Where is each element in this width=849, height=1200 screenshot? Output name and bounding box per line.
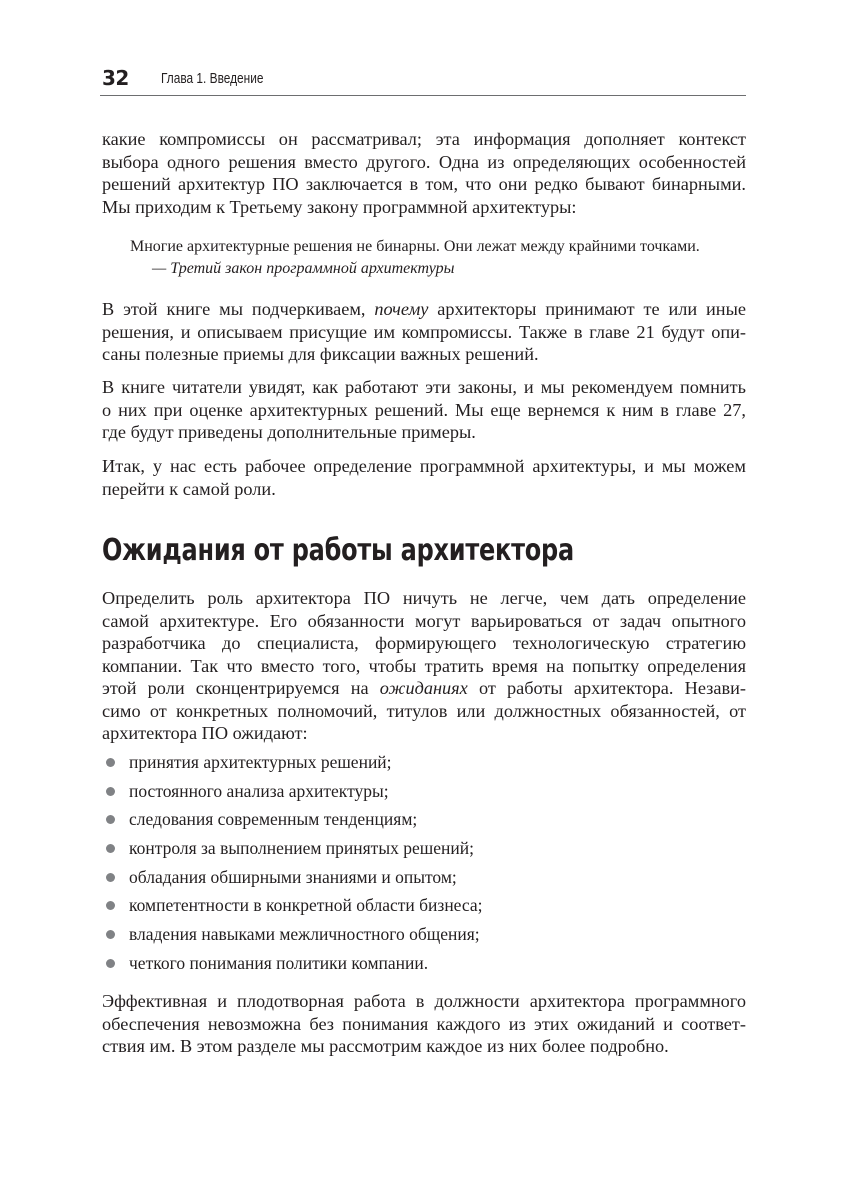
text-line: решений архитектур ПО заключается в том, что они редко бывают бинарными. bbox=[102, 174, 746, 194]
text-line: какие компромиссы он рассматривал; эта информация дополняет контекст bbox=[102, 129, 746, 149]
text-line: выбора одного решения вместо другого. Одна из определяющих особенностей bbox=[102, 151, 746, 172]
list-item bbox=[102, 923, 746, 952]
bullet-icon bbox=[106, 844, 115, 853]
text-segment: В этой книге мы подчеркиваем, bbox=[102, 299, 375, 319]
bullet-icon bbox=[106, 959, 115, 968]
text-segment: от работы архитектора. Незави- bbox=[467, 678, 746, 698]
text-line: Эффективная и плодотворная работа в должности архитектора программного bbox=[102, 991, 746, 1011]
list-item bbox=[102, 751, 746, 780]
list-item-text: следования современным тенденциям; bbox=[129, 809, 418, 830]
paragraph-closing bbox=[102, 990, 746, 1058]
list-item bbox=[102, 894, 746, 923]
paragraph-why bbox=[102, 298, 746, 366]
list-item bbox=[102, 808, 746, 837]
law-quote bbox=[130, 236, 746, 280]
text-line: обеспечения невозможна без понимания каждого из этих ожиданий и соответ- bbox=[102, 1013, 746, 1034]
paragraph-transition bbox=[102, 455, 746, 500]
text-line: саны полезные приемы для фиксации важных решений. bbox=[102, 344, 539, 364]
list-item-text: принятия архитектурных решений; bbox=[129, 752, 392, 772]
text-line bbox=[102, 298, 746, 321]
list-item-text: компетентности в конкретной области бизнеса; bbox=[129, 895, 483, 916]
text-line: В книге читатели увидят, как работают эти законы, и мы рекомендуем помнить bbox=[102, 377, 746, 397]
text-line: о них при оценке архитектурных решений. Мы еще вернемся к ним в главе 27, bbox=[102, 399, 746, 420]
paragraph-laws bbox=[102, 376, 746, 444]
header-rule bbox=[100, 95, 746, 96]
text-line: где будут приведены дополнительные примеры. bbox=[102, 422, 476, 442]
text-line: самой архитектуре. Его обязанности могут варьироваться от задач опытного bbox=[102, 610, 746, 631]
bullet-icon bbox=[106, 787, 115, 796]
bullet-icon bbox=[106, 873, 115, 882]
running-header bbox=[102, 66, 746, 96]
list-item-text: постоянного анализа архитектуры; bbox=[129, 780, 389, 801]
page-number: 32 bbox=[102, 66, 129, 90]
text-line: Определить роль архитектора ПО ничуть не легче, чем дать определение bbox=[102, 588, 746, 608]
text-segment: этой роли сконцентрируемся на bbox=[102, 678, 380, 698]
expectations-list bbox=[102, 751, 746, 981]
list-item bbox=[102, 952, 746, 981]
text-segment: архитекторы принимают те или иные bbox=[428, 299, 746, 319]
list-item bbox=[102, 866, 746, 895]
list-item bbox=[102, 780, 746, 809]
list-item-text: четкого понимания политики компании. bbox=[129, 952, 429, 973]
list-item-text: контроля за выполнением принятых решений; bbox=[129, 838, 474, 859]
bullet-icon bbox=[106, 930, 115, 939]
text-line: симо от конкретных полномочий, титулов или должностных обязанностей, от bbox=[102, 700, 746, 721]
emphasis-text: ожиданиях bbox=[379, 678, 468, 698]
text-line: Мы приходим к Третьему закону программной архитектуры: bbox=[102, 196, 577, 217]
text-line: ствия им. В этом разделе мы рассмотрим каждое из них более подробно. bbox=[102, 1036, 669, 1056]
section-heading: Ожидания от работы архитектора bbox=[102, 533, 574, 568]
bullet-icon bbox=[106, 815, 115, 824]
text-line: решения, и описываем присущие им компромиссы. Также в главе 21 будут опи- bbox=[102, 321, 746, 342]
text-line: архитектора ПО ожидают: bbox=[102, 723, 308, 743]
text-line: компании. Так что вместо того, чтобы тратить время на попытку определения bbox=[102, 655, 746, 676]
list-item-text: обладания обширными знаниями и опытом; bbox=[129, 866, 457, 887]
bullet-icon bbox=[106, 758, 115, 767]
text-line: перейти к самой роли. bbox=[102, 478, 276, 499]
paragraph-intro bbox=[102, 128, 746, 218]
list-item bbox=[102, 837, 746, 866]
quote-attribution: — Третий закон программной архитектуры bbox=[152, 260, 455, 277]
paragraph-section-intro bbox=[102, 587, 746, 745]
text-line: Итак, у нас есть рабочее определение программной архитектуры, и мы можем bbox=[102, 456, 746, 476]
text-line bbox=[102, 677, 746, 700]
bullet-icon bbox=[106, 901, 115, 910]
list-item-text: владения навыками межличностного общения; bbox=[129, 924, 480, 945]
text-line: разработчика до специалиста, формирующего технологическую стратегию bbox=[102, 633, 746, 653]
emphasis-text: почему bbox=[374, 299, 429, 319]
chapter-title: Глава 1. Введение bbox=[161, 71, 264, 87]
quote-text: Многие архитектурные решения не бинарны. Они лежат между крайними точками. bbox=[130, 238, 700, 255]
